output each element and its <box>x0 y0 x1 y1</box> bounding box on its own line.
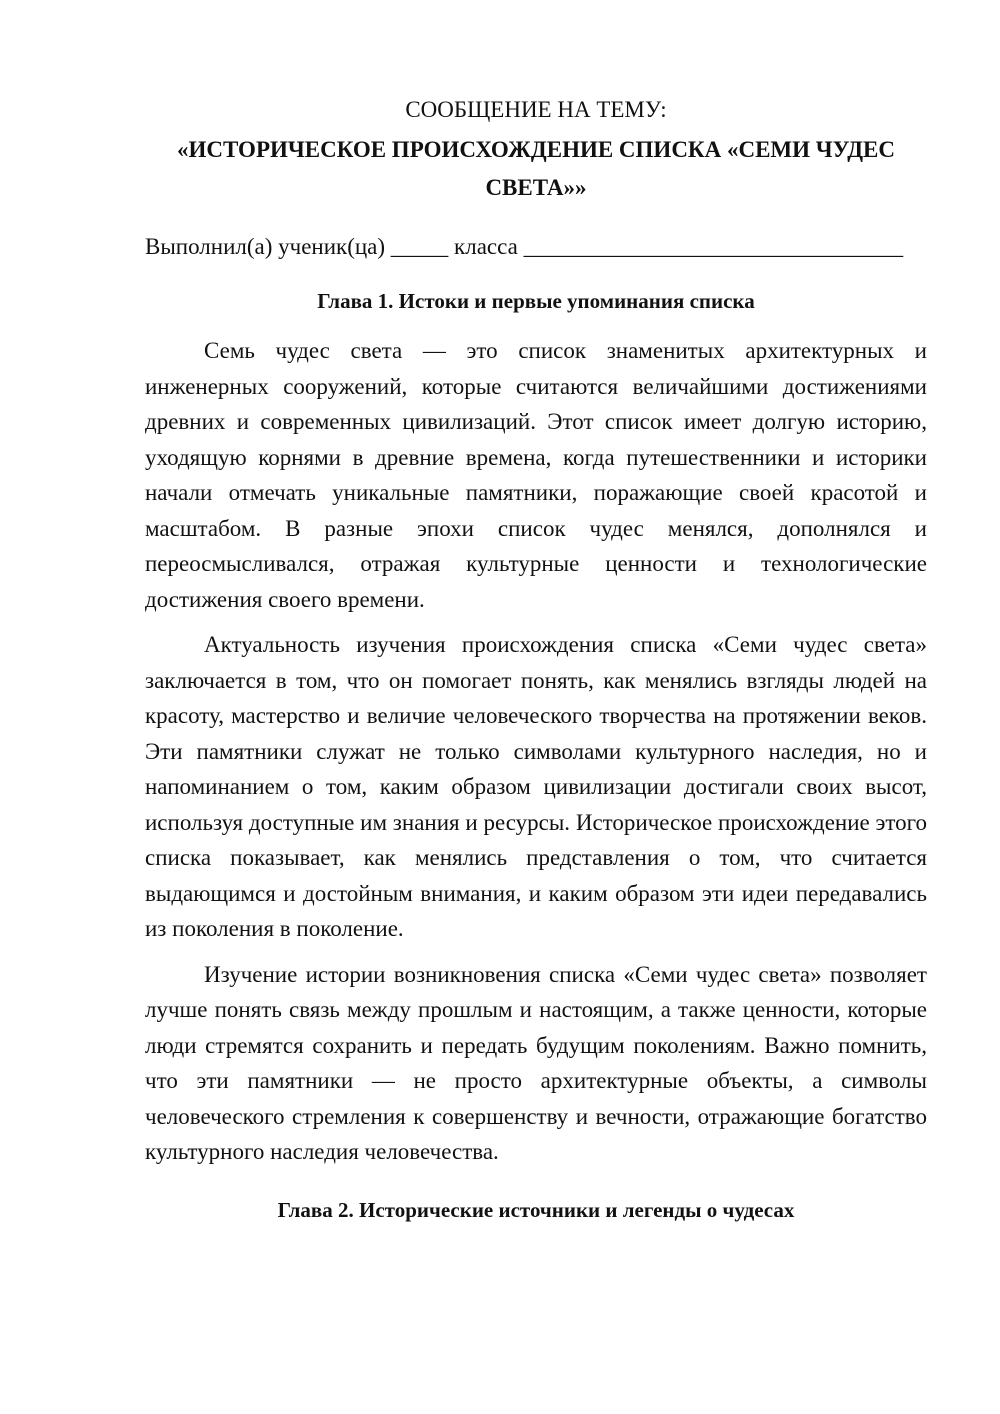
document-heading: СООБЩЕНИЕ НА ТЕМУ: <box>405 97 667 122</box>
chapter-1-paragraph-2: Актуальность изучения происхождения списка «Семи чудес света» заключается в том, что он помогает понять, как менялись взгляды людей на красоту, мастерство и величие человеческого творчества на протяжении веков. Эти памятники служат не только символами культурного наследия, но и напоминанием о том, каким образом цивилизации достигали своих высот, используя доступные им знания и ресурсы. Историческое происхождение этого списка показывает, как менялись представления о том, что считается выдающимся и достойным внимания, и каким образом эти идеи передавались из поколения в поколение. <box>145 632 927 941</box>
author-line: Выполнил(а) ученик(ца) _____ класса _________________________________ <box>145 234 904 259</box>
document-content <box>145 92 927 1228</box>
chapter-1-title: Глава 1. Истоки и первые упоминания списка <box>317 289 755 313</box>
chapter-2-title: Глава 2. Исторические источники и легенды о чудесах <box>277 1197 795 1222</box>
chapter-1-paragraph-1: Семь чудес света — это список знаменитых архитектурных и инженерных сооружений, которые считаются величайшими достижениями древних и современных цивилизаций. Этот список имеет долгую историю, уходящую корнями в древние времена, когда путешественники и историки начали отмечать уникальные памятники, поражающие своей красотой и масштабом. В разные эпохи список чудес менялся, дополнялся и переосмысливался, отражая культурные ценности и технологические достижения своего времени. <box>145 338 927 612</box>
chapter-1-paragraph-3: Изучение истории возникновения списка «Семи чудес света» позволяет лучше понять связь между прошлым и настоящим, а также ценности, которые люди стремятся сохранить и передать будущим поколениям. Важно помнить, что эти памятники — не просто архитектурные объекты, а символы человеческого стремления к совершенству и вечности, отражающие богатство культурного наследия человечества. <box>145 961 927 1164</box>
document-title: «ИСТОРИЧЕСКОЕ ПРОИСХОЖДЕНИЕ СПИСКА «СЕМИ ЧУДЕС СВЕТА»» <box>177 137 895 200</box>
